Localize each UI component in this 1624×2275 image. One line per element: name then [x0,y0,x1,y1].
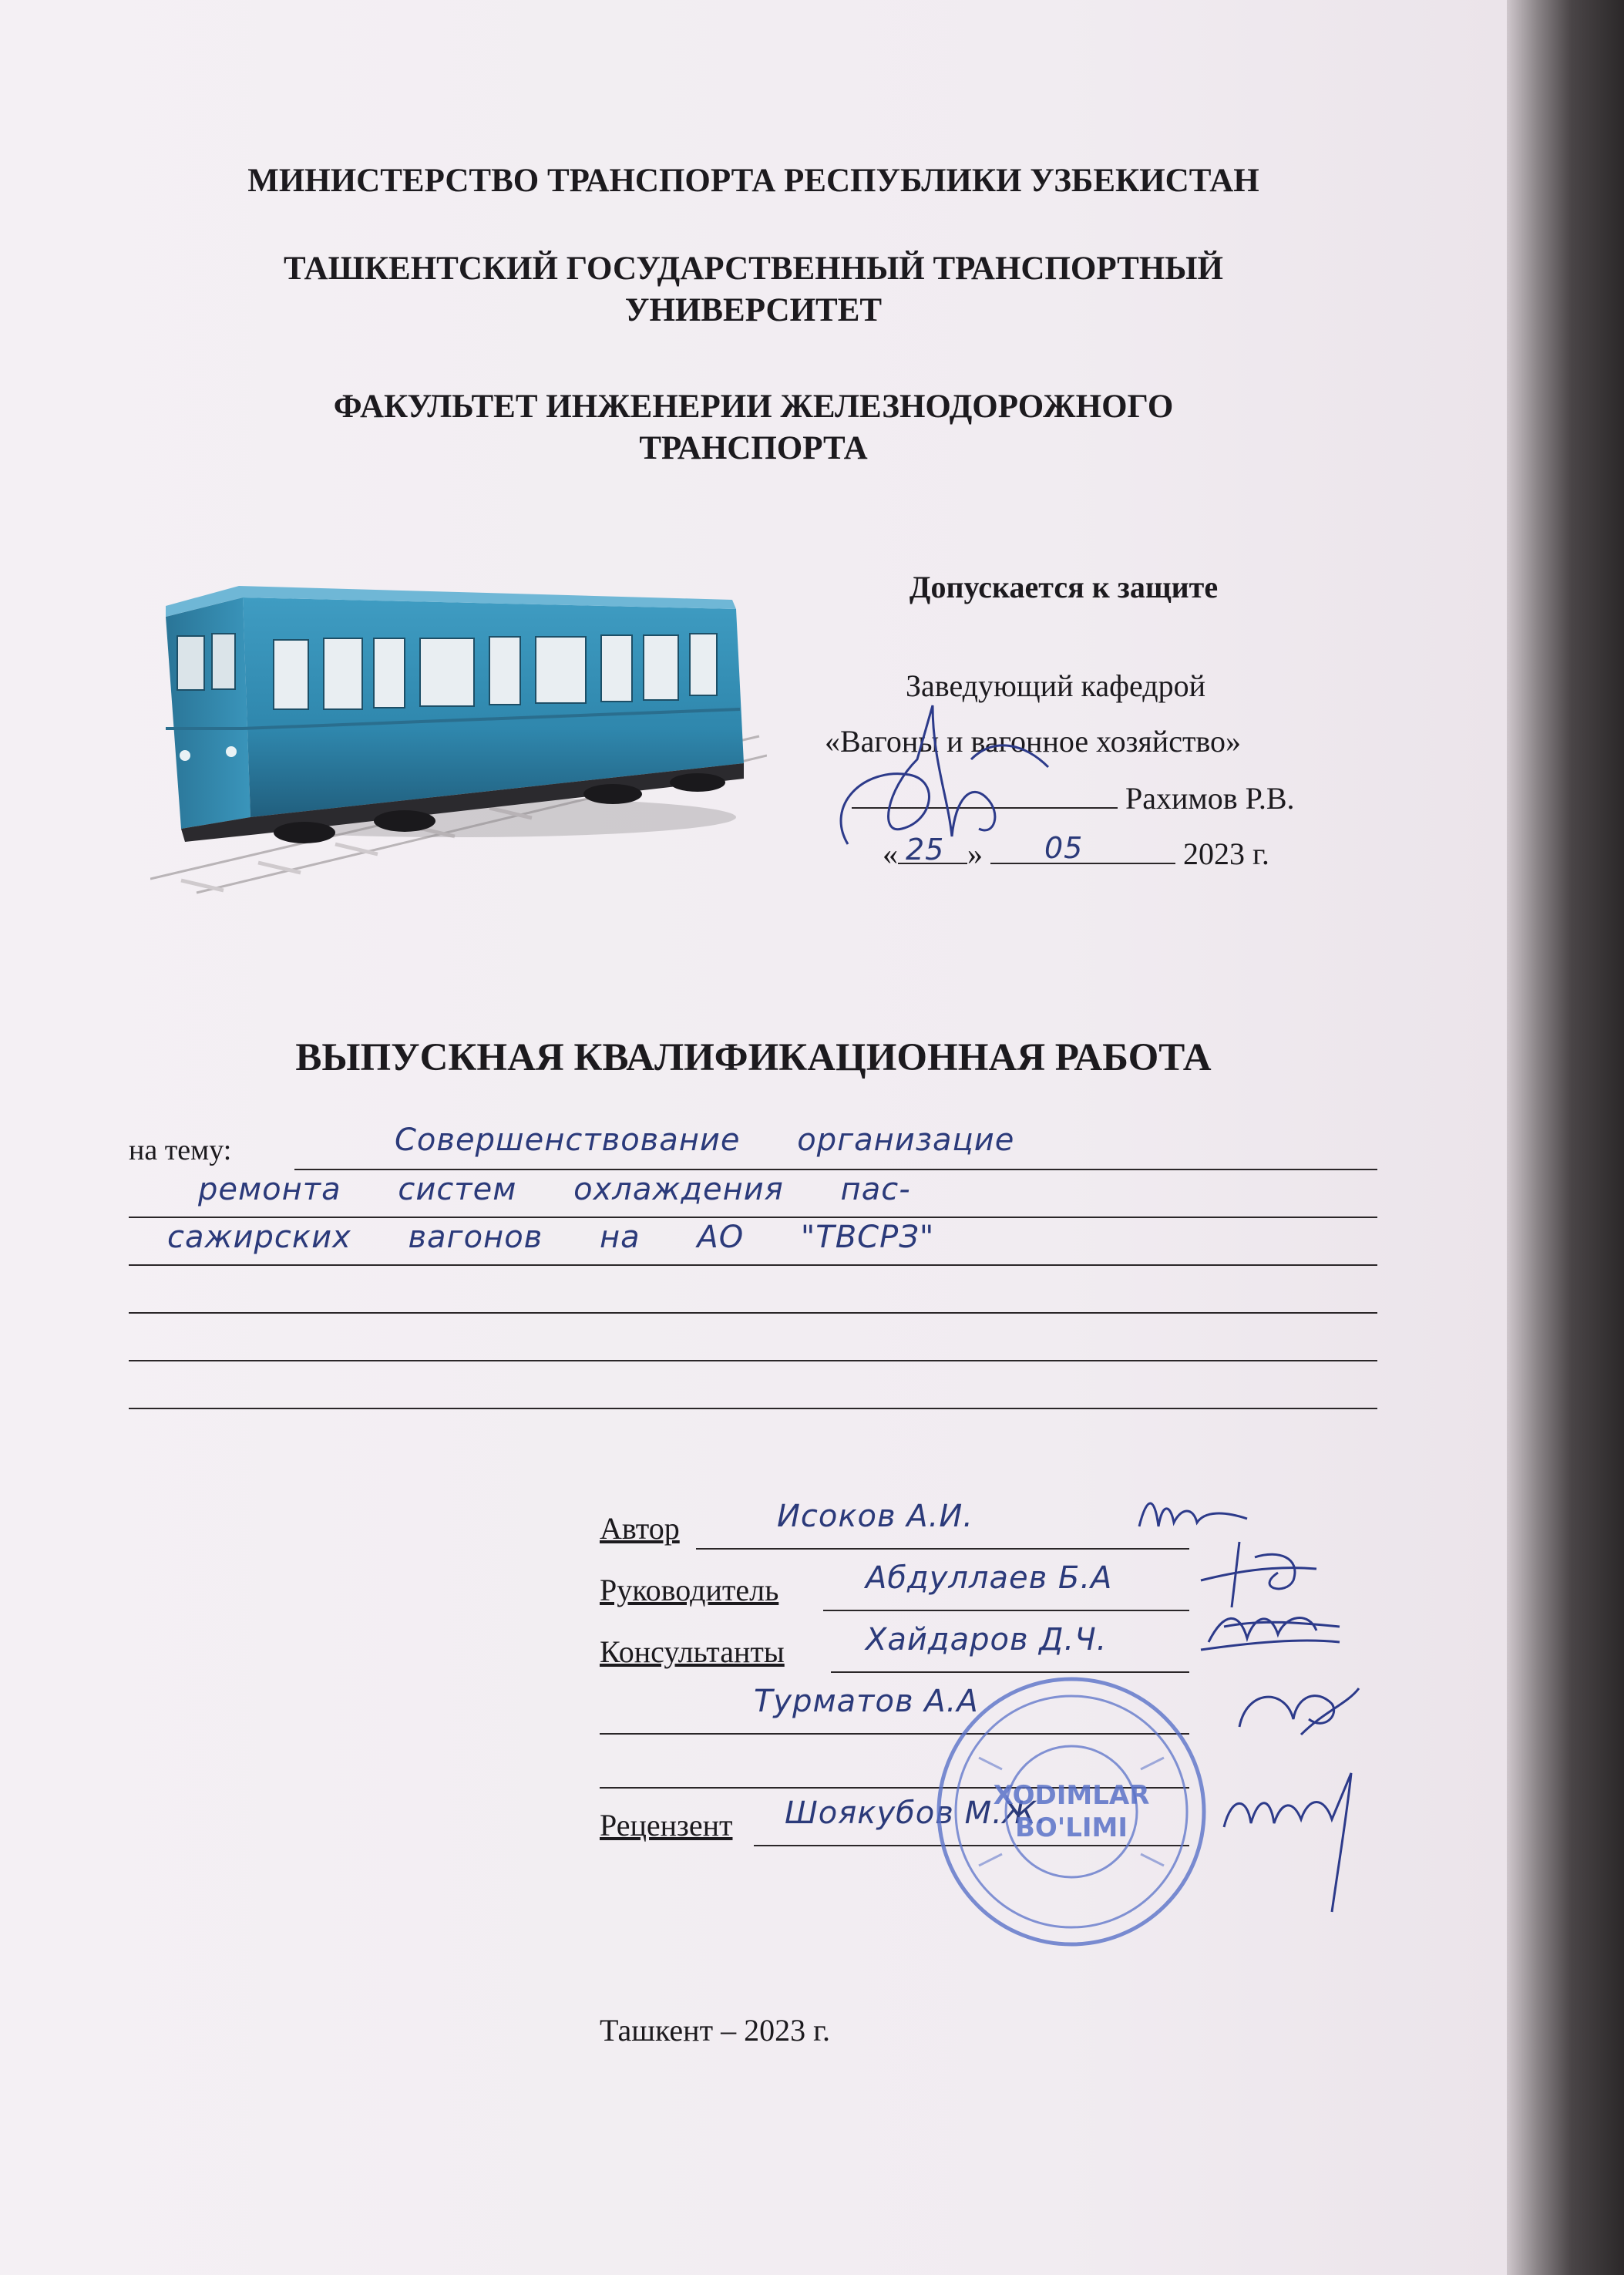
supervisor-label: Руководитель [600,1573,779,1607]
author-name: Исоков А.И. [777,1499,974,1534]
stamp-center-line-1: XODIMLAR [993,1780,1150,1811]
reviewer-name: Шоякубов М.Ж. [785,1795,1047,1831]
faculty-line-1: ФАКУЛЬТЕТ ИНЖЕНЕРИИ ЖЕЛЕЗНОДОРОЖНОГО [333,389,1174,425]
date-open-quote: « [883,836,898,871]
topic-line-3: сажирских вагонов на АО "ТВСРЗ" [167,1220,935,1255]
faculty-line-2: ТРАНСПОРТА [639,430,868,466]
consultant-2-signature [1224,1673,1363,1750]
topic-line-2: ремонта систем охлаждения пас- [198,1172,911,1207]
head-name: Рахимов Р.В. [1125,781,1295,816]
official-round-stamp [933,1673,1210,1950]
topic-rule-5 [129,1360,1377,1361]
topic-rule-3 [129,1264,1377,1266]
university-heading [0,248,1507,331]
author-rule [696,1548,1189,1550]
faculty-heading [0,386,1507,469]
consultant-1-signature [1193,1596,1347,1673]
department-name: «Вагоны и вагонное хозяйство» [825,724,1242,759]
topic-rule-4 [129,1312,1377,1314]
ministry-heading: МИНИСТЕРСТВО ТРАНСПОРТА РЕСПУБЛИКИ УЗБЕКИСТАН [247,163,1259,199]
binding-spine [1507,0,1624,2275]
date-month: 05 [1044,831,1084,865]
topic-rule-2 [129,1217,1377,1218]
head-signature [817,690,1064,890]
supervisor-name: Абдуллаев Б.А [866,1560,1113,1596]
consultant-1-name: Хайдаров Д.Ч. [866,1622,1108,1657]
topic-rule-6 [129,1408,1377,1409]
university-line-1: ТАШКЕНТСКИЙ ГОСУДАРСТВЕННЫЙ ТРАНСПОРТНЫЙ [284,251,1223,287]
metro-car-illustration [150,563,767,894]
topic-rule-1 [294,1169,1377,1170]
city-year: Ташкент – 2023 г. [600,2013,830,2048]
consultant-2-name: Турматов А.А [754,1684,979,1719]
date-year: 2023 г. [1183,836,1269,871]
approval-title: Допускается к защите [909,570,1219,604]
topic-line-1: Совершенствование организацие [395,1122,1015,1158]
topic-label: на тему: [129,1134,232,1166]
author-label: Автор [600,1511,680,1546]
university-line-2: УНИВЕРСИТЕТ [624,292,883,328]
head-of-department-label: Заведующий кафедрой [906,668,1206,703]
stamp-center-line-2: BO'LIMI [1014,1812,1128,1843]
consultants-label: Консультанты [600,1634,785,1669]
supervisor-rule [823,1610,1189,1611]
reviewer-label: Рецензент [600,1808,733,1843]
document-title: ВЫПУСКНАЯ КВАЛИФИКАЦИОННАЯ РАБОТА [295,1036,1212,1079]
date-day: 25 [906,833,945,867]
reviewer-signature [1216,1765,1370,1920]
date-close-quote: » [967,836,983,871]
